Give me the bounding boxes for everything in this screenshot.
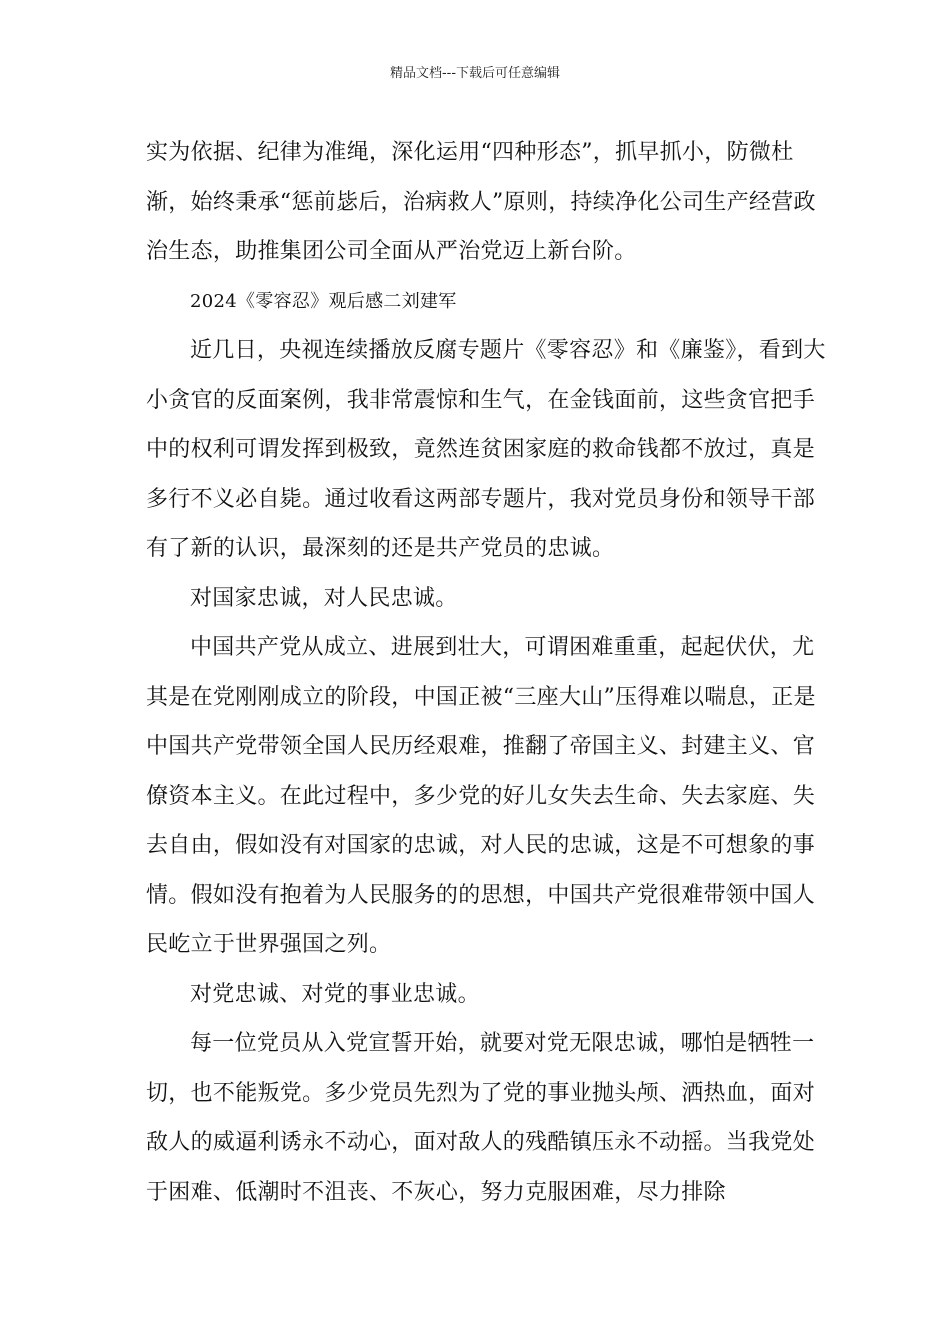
article-title: 2024《零容忍》观后感二刘建军 — [190, 290, 457, 312]
section-heading-loyalty-country: 对国家忠诚，对人民忠诚。 — [190, 585, 458, 611]
section-heading-loyalty-party: 对党忠诚、对党的事业忠诚。 — [190, 981, 480, 1007]
paragraph-history: 中国共产党从成立、进展到壮大，可谓困难重重，起起伏伏，尤其是在党刚刚成立的阶段，中国正被“三座大山”压得难以喘息，正是中国共产党带领全国人民历经艰难，推翻了帝国主义、封建主义、官僚资本主义。在此过程中，多少党的好儿女失去生命、失去家庭、失去自由，假如没有对国家的忠诚，对人民的忠诚，这是不可想象的事情。假如没有抱着为人民服务的的思想，中国共产党很难带领中国人民屹立于世界强国之列。 — [146, 635, 816, 957]
paragraph-intro: 近几日，央视连续播放反腐专题片《零容忍》和《廉鉴》，看到大小贪官的反面案例，我非常震惊和生气，在金钱面前，这些贪官把手中的权利可谓发挥到极致，竟然连贫困家庭的救命钱都不放过，真是多行不义必自毙。通过收看这两部专题片，我对党员身份和领导干部有了新的认识，最深刻的还是共产党员的忠诚。 — [146, 338, 826, 561]
paragraph-party-members: 每一位党员从入党宣誓开始，就要对党无限忠诚，哪怕是牺牲一切，也不能叛党。多少党员先烈为了党的事业抛头颅、洒热血，面对敌人的威逼利诱永不动心，面对敌人的残酷镇压永不动摇。当我党处于困难、低潮时不沮丧、不灰心，努力克服困难，尽力排除 — [146, 1031, 816, 1205]
document-body — [146, 128, 826, 1217]
page-header: 精品文档---下载后可任意编辑 — [389, 66, 561, 81]
paragraph-continuation: 实为依据、纪律为准绳，深化运用“四种形态”，抓早抓小，防微杜渐，始终秉承“惩前毖后，治病救人”原则，持续净化公司生产经营政治生态，助推集团公司全面从严治党迈上新台阶。 — [146, 140, 816, 264]
